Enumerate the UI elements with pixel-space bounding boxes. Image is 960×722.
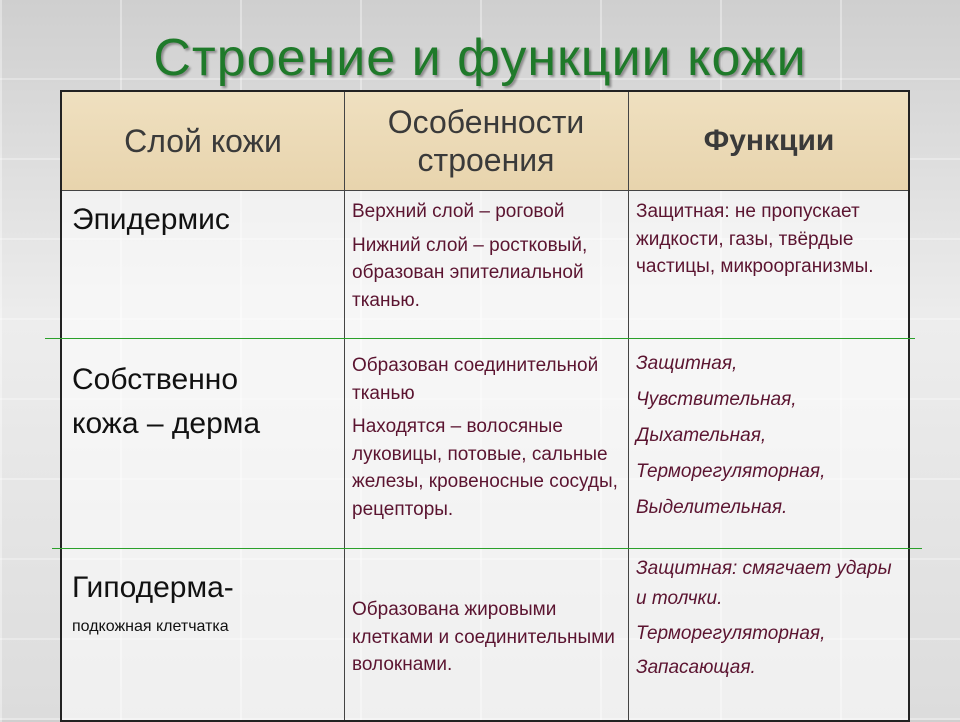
- layer-hypodermis-sub: подкожная клетчатка: [72, 618, 229, 635]
- structure-dermis: [352, 352, 620, 523]
- function-item: Выделительная.: [636, 497, 788, 519]
- header-layer-text: Слой кожи: [124, 122, 282, 159]
- skin-structure-table: [60, 90, 910, 722]
- functions-hypodermis: [636, 554, 896, 684]
- row-divider: [45, 338, 915, 339]
- function-item: Запасающая.: [636, 657, 756, 679]
- function-item: Защитная: смягчает удары и толчки.: [636, 558, 892, 610]
- layer-hypodermis: Гиподерма-: [72, 571, 234, 604]
- layer-dermis-line2: кожа – дерма: [72, 406, 261, 440]
- header-structure-line1: Особенности: [387, 103, 585, 140]
- function-item: Терморегуляторная,: [636, 622, 826, 644]
- header-layer: [62, 92, 344, 190]
- header-structure: [344, 92, 628, 190]
- layer-epidermis: Эпидермис: [72, 203, 230, 236]
- functions-dermis: [636, 346, 896, 526]
- structure-item: Образована жировыми клетками и соединительными волокнами.: [352, 599, 615, 676]
- structure-item: Находятся – волосяные луковицы, потовые, сальные железы, кровеносные сосуды, рецепторы.: [352, 416, 618, 520]
- structure-hypodermis: [352, 596, 620, 679]
- header-functions: [628, 92, 910, 190]
- row-divider: [52, 548, 922, 549]
- function-item: Защитная: не пропускает жидкости, газы, твёрдые частицы, микроорганизмы.: [636, 201, 874, 278]
- layer-dermis-line1: Собственно: [72, 363, 239, 396]
- header-functions-text: Функции: [703, 124, 835, 157]
- function-item: Чувствительная,: [636, 389, 797, 411]
- page-title: Строение и функции кожи: [153, 29, 807, 87]
- function-item: Дыхательная,: [636, 425, 767, 447]
- function-item: Защитная,: [636, 353, 738, 374]
- header-structure-line2: строения: [417, 142, 555, 178]
- structure-item: Образован соединительной тканью: [352, 355, 599, 404]
- structure-item: Нижний слой – ростковый, образован эпителиальной тканью.: [352, 234, 588, 311]
- layer-dermis: [72, 358, 260, 445]
- functions-epidermis: [636, 198, 896, 281]
- structure-epidermis: [352, 198, 620, 314]
- structure-item: Верхний слой – роговой: [352, 201, 565, 222]
- function-item: Терморегуляторная,: [636, 461, 826, 483]
